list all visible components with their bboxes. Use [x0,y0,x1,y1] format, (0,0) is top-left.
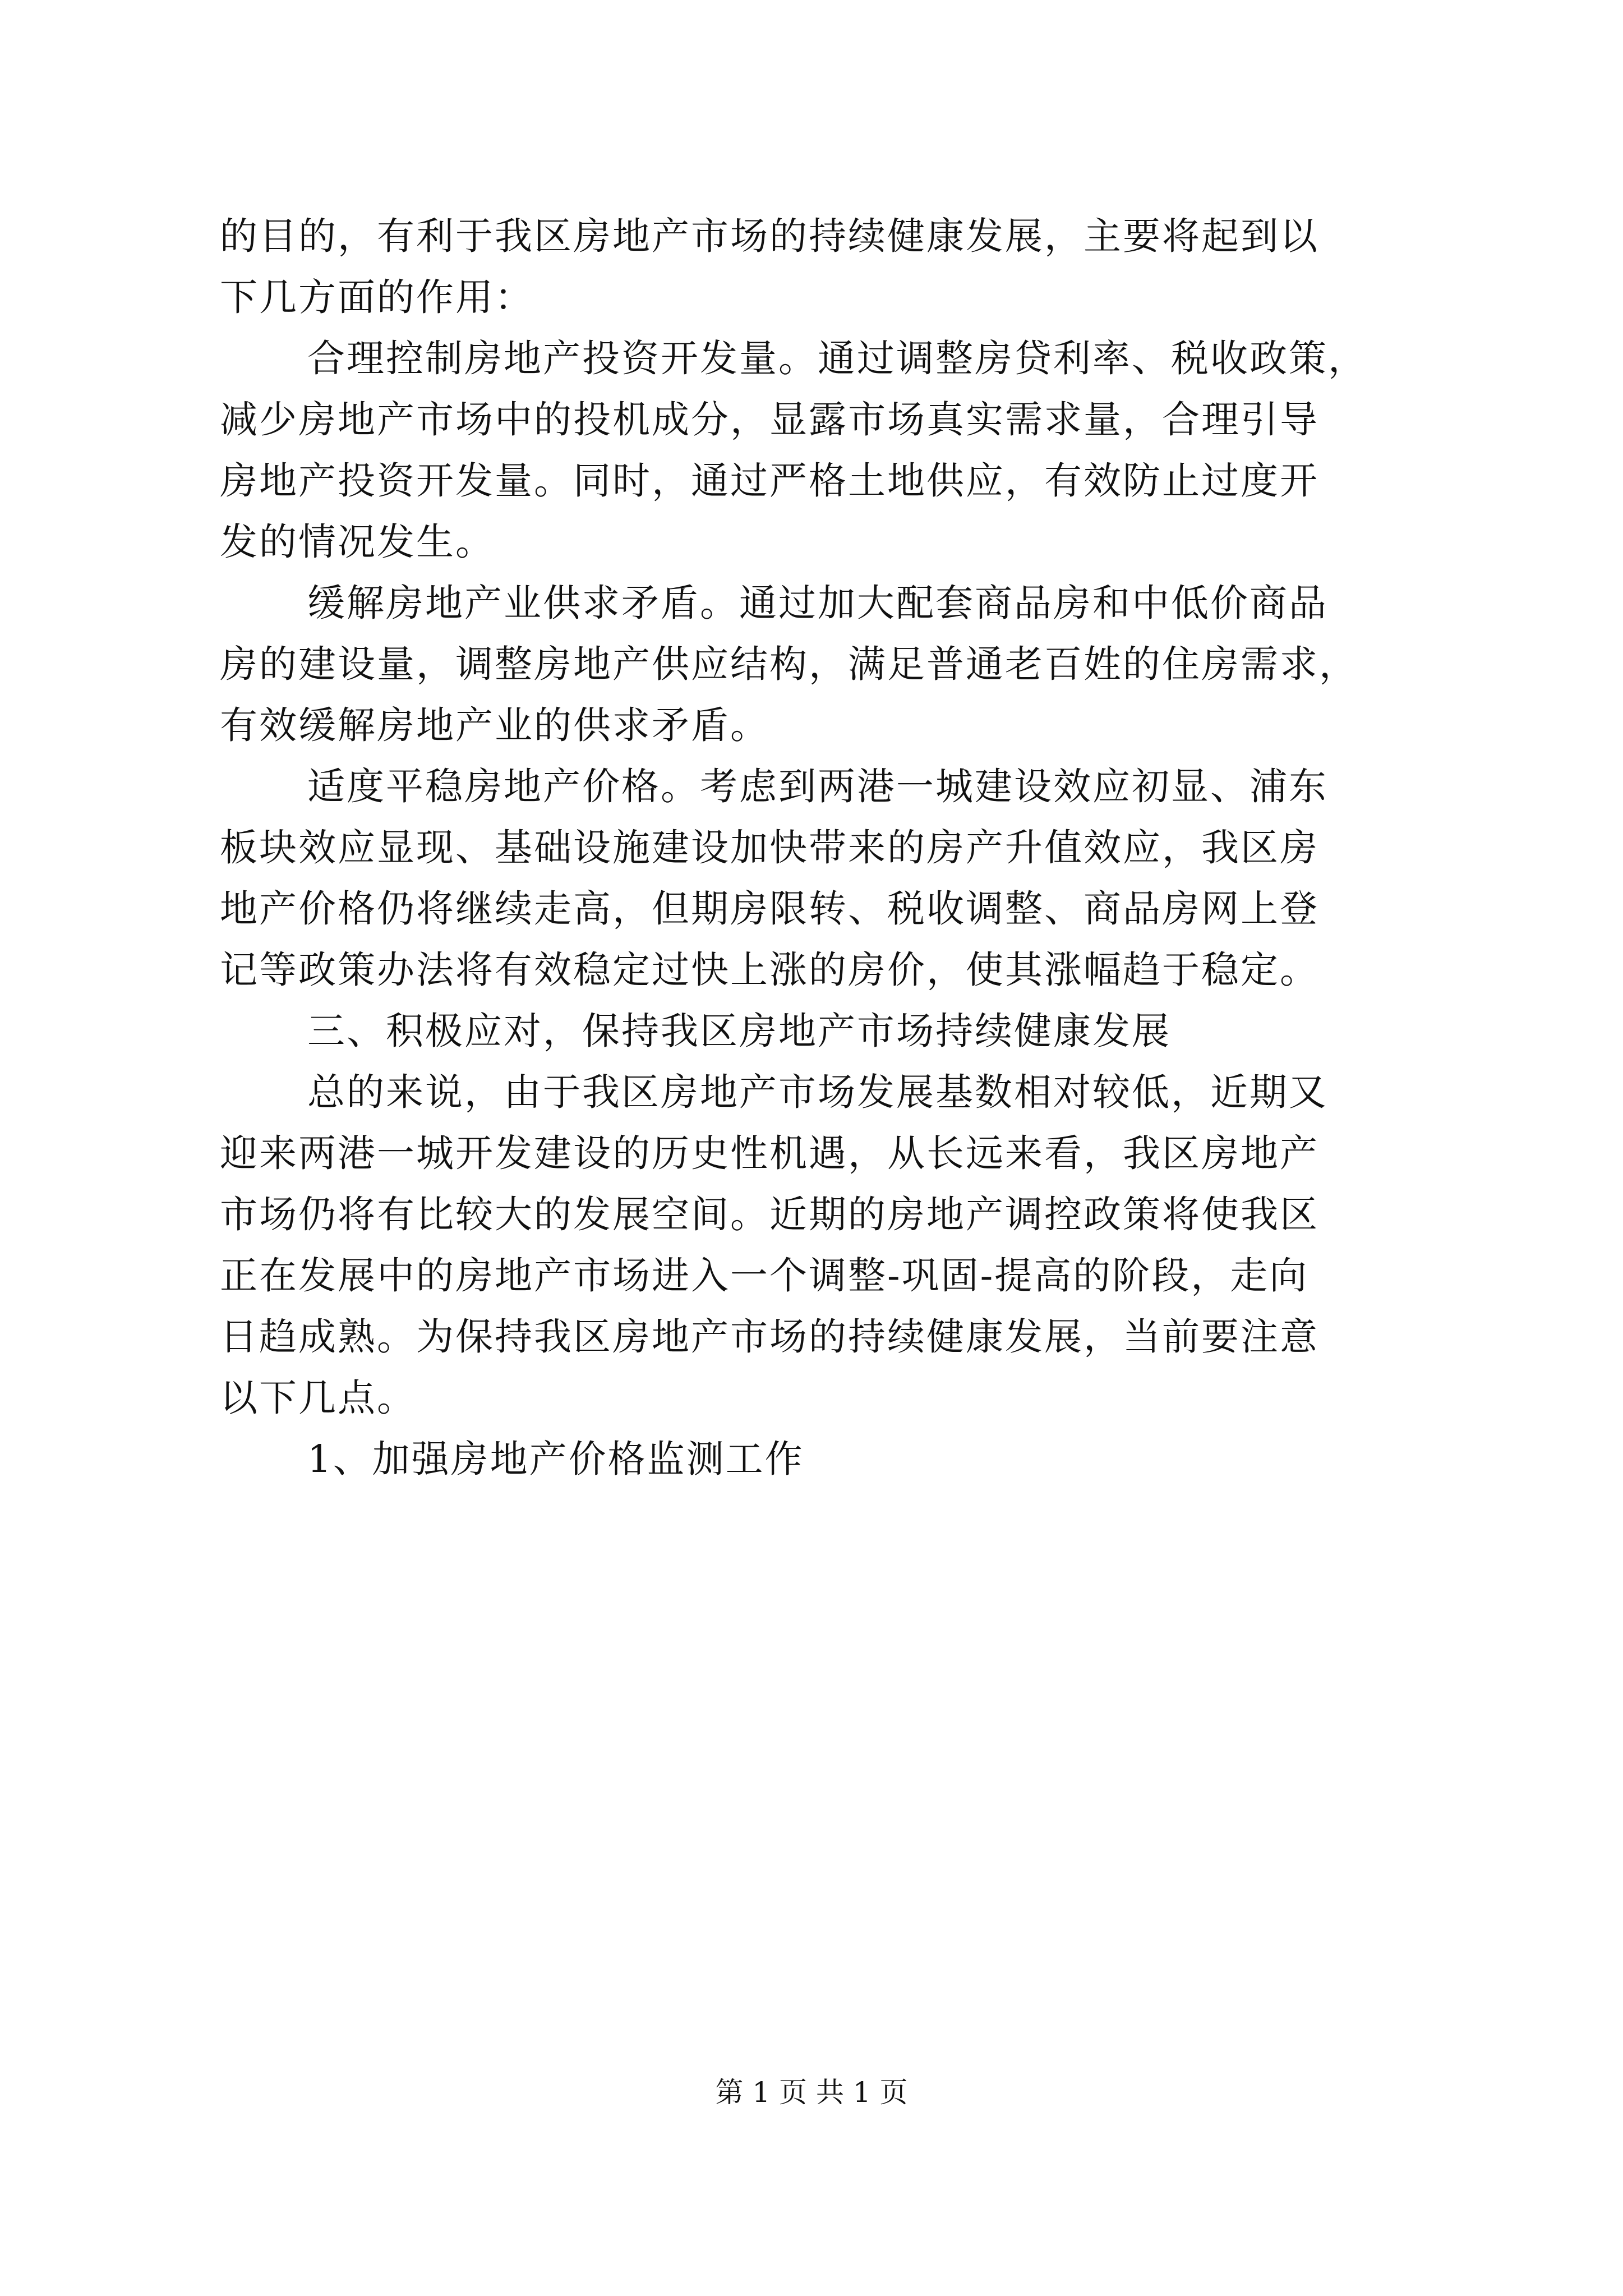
text-line: 正在发展中的房地产市场进入一个调整-巩固-提高的阶段，走向 [220,1254,1309,1297]
text-line: 市场仍将有比较大的发展空间。近期的房地产调控政策将使我区 [220,1193,1319,1236]
text-line: 地产价格仍将继续走高，但期房限转、税收调整、商品房网上登 [220,887,1319,931]
text-line: 减少房地产市场中的投机成分，显露市场真实需求量，合理引导 [220,398,1319,441]
text-line: 以下几点。 [220,1376,416,1420]
text-line: 的目的，有利于我区房地产市场的持续健康发展，主要将起到以 [220,214,1319,258]
text-line: 有效缓解房地产业的供求矛盾。 [220,703,769,747]
text-line: 迎来两港一城开发建设的历史性机遇，从长远来看，我区房地产 [220,1131,1319,1175]
paragraph-heading: 合理控制房地产投资开发量。通过调整房贷利率、税收政策， [307,337,1367,380]
section-heading: 三、积极应对，保持我区房地产市场持续健康发展 [307,1009,1171,1053]
text-line: 日趋成熟。为保持我区房地产市场的持续健康发展，当前要注意 [220,1315,1319,1359]
text-line: 房的建设量，调整房地产供应结构，满足普通老百姓的住房需求， [220,642,1358,686]
text-line: 总的来说，由于我区房地产市场发展基数相对较低，近期又 [307,1070,1328,1114]
text-line: 记等政策办法将有效稳定过快上涨的房价，使其涨幅趋于稳定。 [220,948,1319,992]
text-line: 板块效应显现、基础设施建设加快带来的房产升值效应，我区房 [220,826,1319,869]
text-line: 发的情况发生。 [220,520,495,564]
subsection-heading: 1、加强房地产价格监测工作 [307,1437,804,1481]
paragraph-heading: 适度平稳房地产价格。考虑到两港一城建设效应初显、浦东 [307,765,1328,808]
text-line: 房地产投资开发量。同时，通过严格土地供应，有效防止过度开 [220,459,1319,503]
paragraph-heading: 缓解房地产业供求矛盾。通过加大配套商品房和中低价商品 [307,581,1328,625]
page-footer: 第 1 页 共 1 页 [715,2076,908,2109]
text-line: 下几方面的作用： [220,275,534,319]
